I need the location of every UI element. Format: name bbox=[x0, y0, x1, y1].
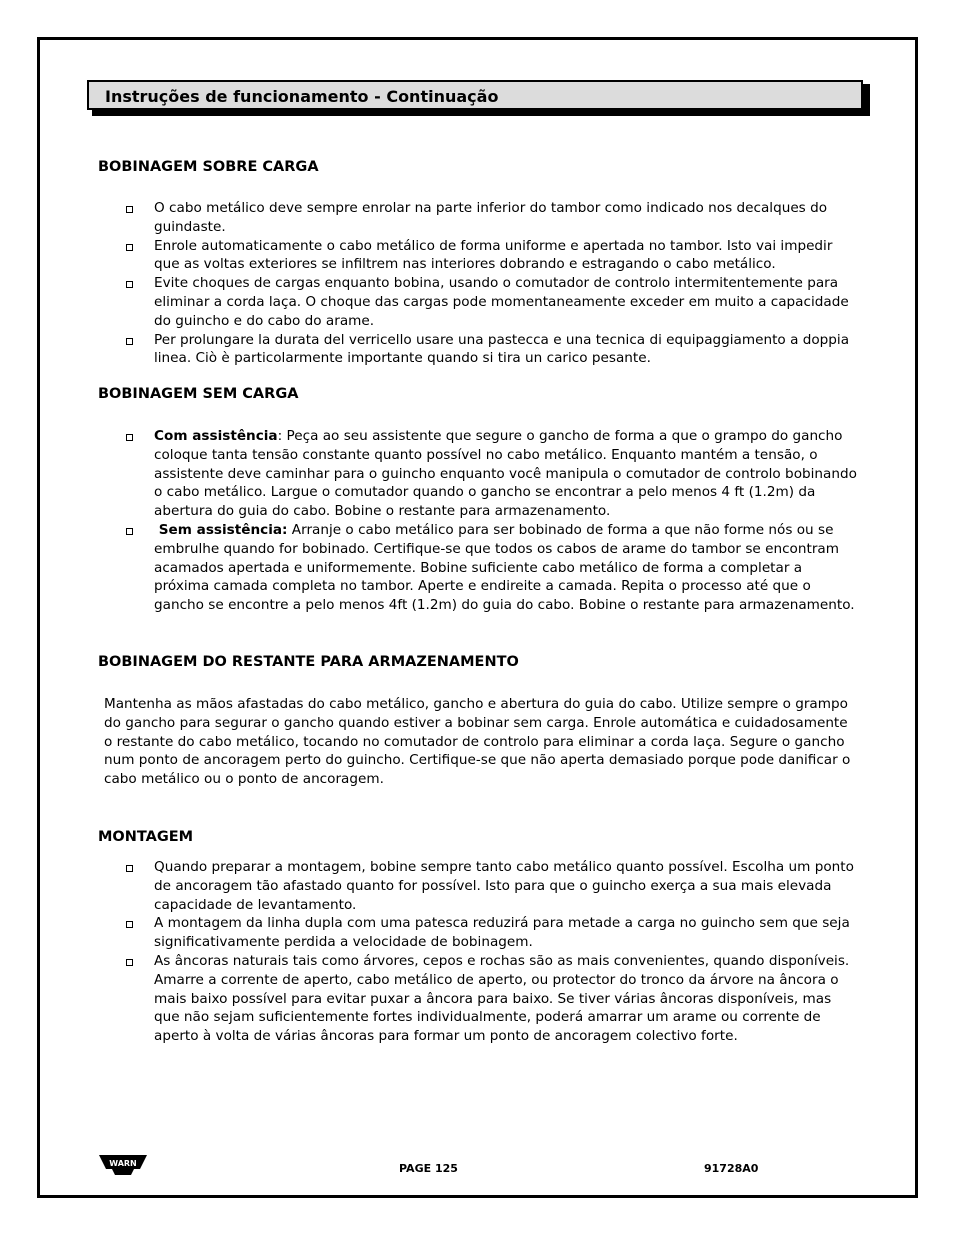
checkbox-bullet-icon bbox=[126, 434, 133, 441]
list-item: Quando preparar a montagem, bobine sempre tanto cabo metálico quanto possível. Escolha um ponto de ancoragem tão afastado quanto for possível. Isto para que o guincho exerça a sua mais elevada capacidade de levantamento. bbox=[126, 858, 858, 914]
list-item: As âncoras naturais tais como árvores, cepos e rochas são as mais convenientes, quando disponíveis. Amarre a corrente de aperto, cabo metálico de aperto, ou protector do tronco da árvore na âncora o mais baixo possível para evitar puxar a âncora para baixo. Se tiver várias âncoras disponíveis, mas que não sejam suficientemente fortes individualmente, poderá amarrar um arame ou corrente de aperto à volta de várias âncoras para formar um ponto de ancoragem colectivo forte. bbox=[126, 952, 858, 1046]
checkbox-bullet-icon bbox=[126, 959, 133, 966]
list-item: Com assistência: Peça ao seu assistente que segure o gancho de forma a que o grampo do gancho coloque tanta tensão constante quanto possível no cabo metálico. Enquanto mantém a tensão, o assistente deve caminhar para o guincho enquanto você manipula o comutador de controlo bobinando o cabo metálico. Largue o comutador quando o gancho se encontrar a pelo menos 4 ft (1.2m) da abertura do guia do cabo. Bobine o restante para armazenamento. bbox=[126, 427, 858, 521]
page-title: Instruções de funcionamento - Continuação bbox=[105, 87, 499, 106]
logo-text: WARN bbox=[109, 1159, 137, 1168]
list-item: Sem assistência: Arranje o cabo metálico para ser bobinado de forma a que não forme nós ou se embrulhe quando for bobinado. Certifique-se que todos os cabos de arame do tambor se encontram acamados apertada e uniformemente. Bobine suficiente cabo metálico de forma a completar a próxima camada completa no tambor. Aperte e endireite a camada. Repita o processo até que o gancho se encontre a pelo menos 4ft (1.2m) do guia do cabo. Bobine o restante para armazenamento. bbox=[126, 521, 858, 615]
section-heading-restante-armazenamento: BOBINAGEM DO RESTANTE PARA ARMAZENAMENTO bbox=[98, 654, 519, 670]
paragraph-armazenamento: Mantenha as mãos afastadas do cabo metálico, gancho e abertura do guia do cabo. Utilize sempre o grampo do gancho para segurar o gancho quando estiver a bobinar sem carga. Enrole automática e cuidadosamente o restante do cabo metálico, tocando no comutador de controlo para eliminar a corda laça. Segure o gancho num ponto de ancoragem perto do guincho. Certifique-se que não aperta demasiado porque pode danificar o cabo metálico ou o ponto de ancoragem. bbox=[104, 696, 851, 788]
section-heading-bobinagem-sem-carga: BOBINAGEM SEM CARGA bbox=[98, 386, 299, 402]
checkbox-bullet-icon bbox=[126, 865, 133, 872]
list-item: Evite choques de cargas enquanto bobina, usando o comutador de controlo intermitentemente para eliminar a corda laça. O choque das cargas pode momentaneamente exceder em muito a capacidade do guincho e do cabo do arame. bbox=[126, 274, 858, 330]
bullet-list-sem-carga bbox=[126, 427, 858, 615]
list-item: A montagem da linha dupla com uma patesca reduzirá para metade a carga no guincho sem que seja significativamente perdida a velocidade de bobinagem. bbox=[126, 914, 858, 952]
item-lead: Sem assistência: bbox=[154, 521, 288, 538]
document-code: 91728A0 bbox=[704, 1162, 759, 1175]
section-heading-bobinagem-sobre-carga: BOBINAGEM SOBRE CARGA bbox=[98, 159, 319, 175]
bullet-list-montagem bbox=[126, 858, 858, 1046]
page-number: PAGE 125 bbox=[399, 1162, 458, 1175]
title-banner bbox=[87, 80, 863, 110]
list-item: O cabo metálico deve sempre enrolar na parte inferior do tambor como indicado nos decalques do guindaste. bbox=[126, 199, 858, 237]
list-item: Per prolungare la durata del verricello usare una pastecca e una tecnica di equipaggiamento a doppia linea. Ciò è particolarmente importante quando si tira un carico pesante. bbox=[126, 331, 858, 369]
item-lead: Com assistência bbox=[154, 428, 278, 444]
checkbox-bullet-icon bbox=[126, 206, 133, 213]
checkbox-bullet-icon bbox=[126, 338, 133, 345]
list-item: Enrole automaticamente o cabo metálico de forma uniforme e apertada no tambor. Isto vai impedir que as voltas exteriores se infiltrem nas interiores dobrando e estragando o cabo metálico. bbox=[126, 237, 858, 275]
checkbox-bullet-icon bbox=[126, 528, 133, 535]
checkbox-bullet-icon bbox=[126, 281, 133, 288]
checkbox-bullet-icon bbox=[126, 921, 133, 928]
checkbox-bullet-icon bbox=[126, 244, 133, 251]
warn-logo bbox=[98, 1153, 148, 1177]
bullet-list-sobre-carga bbox=[126, 199, 858, 368]
section-heading-montagem: MONTAGEM bbox=[98, 829, 194, 845]
